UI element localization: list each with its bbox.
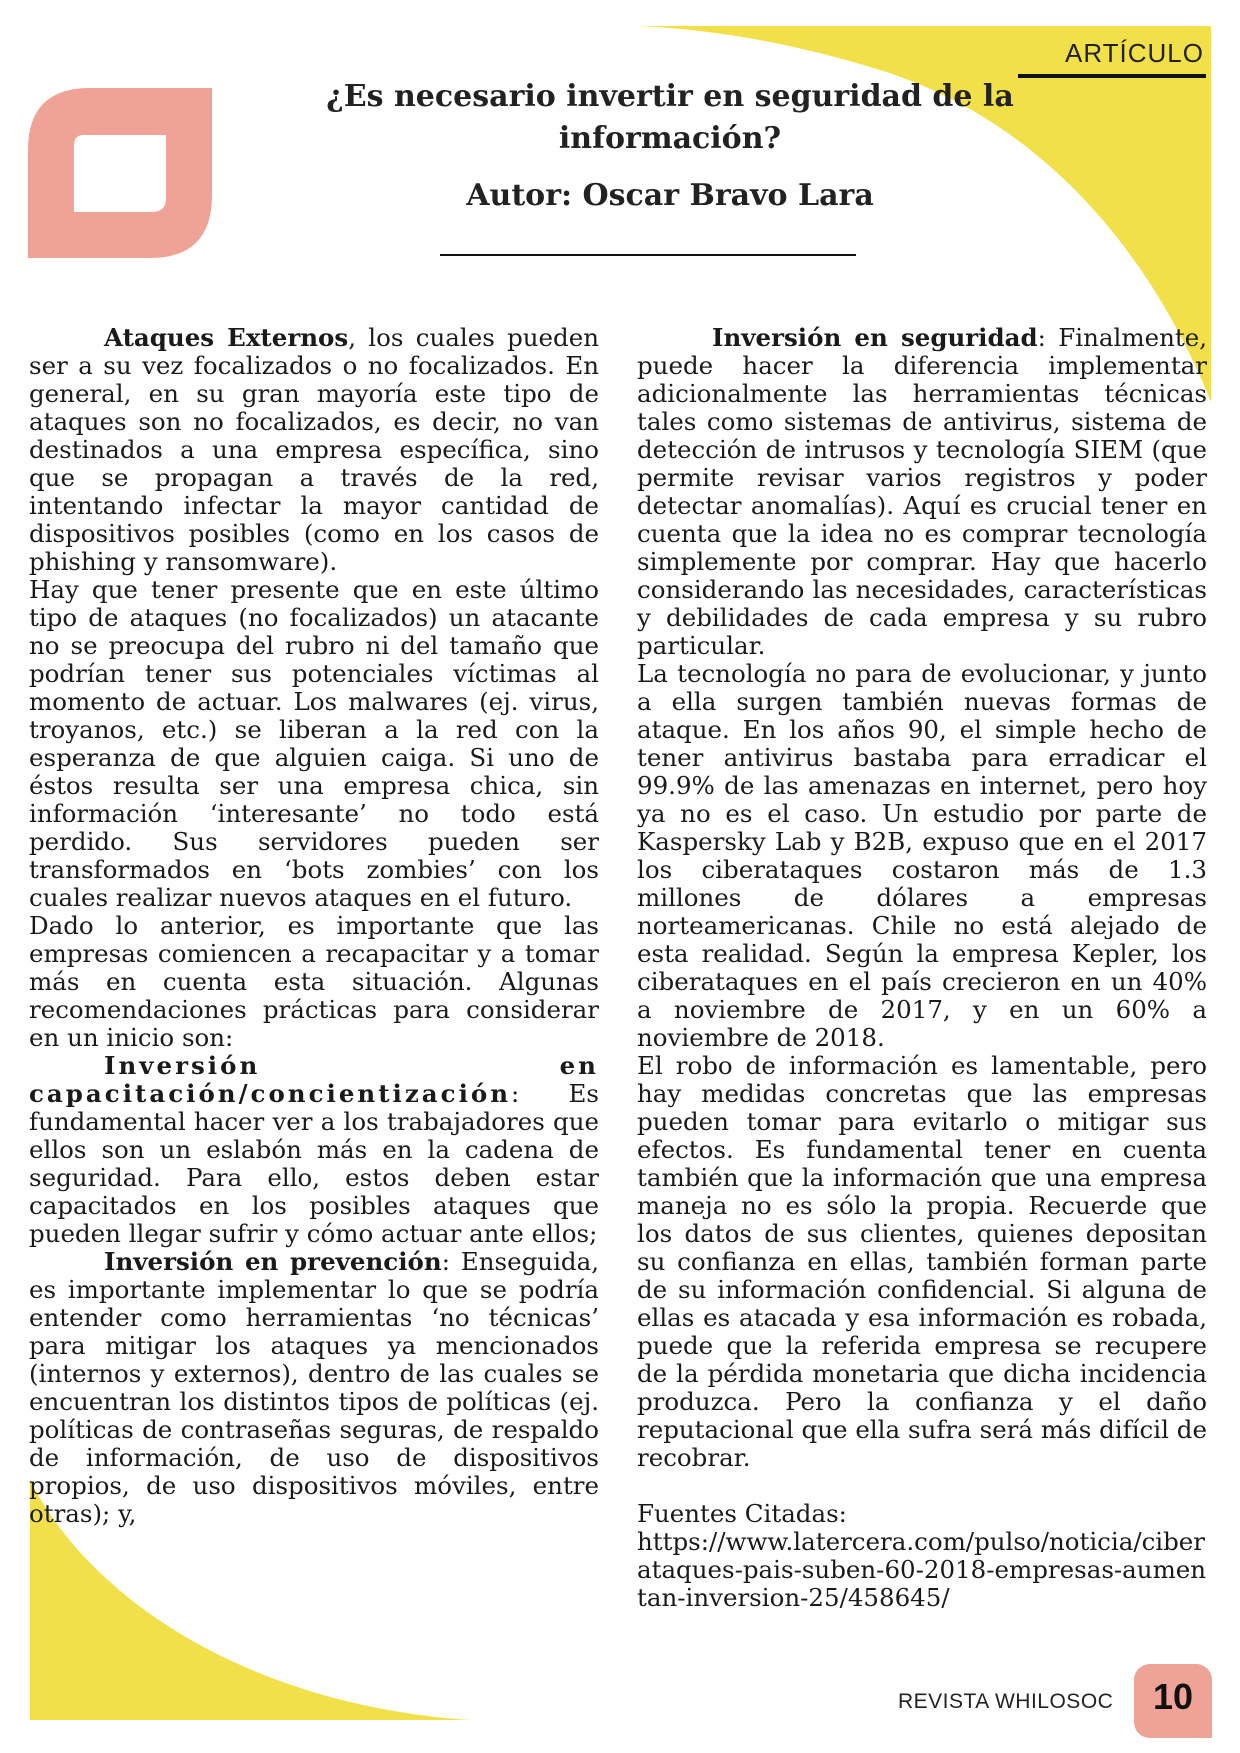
paragraph-text: , los cuales pueden ser a su vez focalizados o no focalizados. En general, en su gran mayoría este tipo de ataques son no focalizados, es decir, no van destinados a una empresa específica, sino que se propagan a través de la red, intentando infectar la mayor cantidad de dispositivos posibles (como en los casos de phishing y ransomware).: [29, 323, 599, 576]
page-number: 10: [1152, 1676, 1194, 1717]
section-underline: [1018, 74, 1206, 78]
title-divider: [440, 254, 856, 256]
paragraph-information-theft: El robo de información es lamentable, pero hay medidas concretas que las empresas pueden tomar para evitarlo o mitigar sus efectos. Es fundamental tener en cuenta también que la información que una empresa maneja no es sólo la propia. Recuerde que los datos de sus clientes, quienes depositan su confianza en ellas, también forman parte de su información confidencial. Si alguna de ellas es atacada y esa información es robada, puede que la referida empresa se recupere de la pérdida monetaria que dicha incidencia produzca. Pero la confianza y el daño reputacional que ella sufra será más difícil de recobrar.: [637, 1051, 1207, 1472]
paragraph-technology-evolution: La tecnología no para de evolucionar, y junto a ella surgen también nuevas formas de ataque. En los años 90, el simple hecho de tener antivirus bastaba para erradicar el 99.9% de las amenazas en internet, pero hoy ya no es el caso. Un estudio por parte de Kaspersky Lab y B2B, expuso que en el 2017 los ciberataques costaron más de 1.3 millones de dólares a empresas norteamericanas. Chile no está alejado de esta realidad. Según la empresa Kepler, los ciberataques en el país crecieron en un 40% a noviembre de 2017, y en un 60% a noviembre de 2018.: [637, 659, 1207, 1052]
right-column: [637, 324, 1207, 1612]
paragraph-prevention: [29, 1248, 599, 1528]
paragraph-text: : Finalmente, puede hacer la diferencia implementar adicionalmente las herramientas técnicas tales como sistemas de antivirus, sistema de detección de intrusos y tecnología SIEM (que permite revisar varios registros y poder detectar anomalías). Aquí es crucial tener en cuenta que la idea no es comprar tecnología simplemente por comprar. Hay que hacerlo considerando las necesidades, características y debilidades de cada empresa y su rubro particular.: [637, 323, 1207, 660]
heading-external-attacks: Ataques Externos: [104, 323, 349, 352]
section-label: ARTÍCULO: [1065, 38, 1204, 68]
paragraph-text: : Enseguida, es importante implementar lo que se podría entender como herramientas ‘no técnicas’ para mitigar los ataques ya mencionados (internos y externos), dentro de las cuales se encuentran los distintos tipos de políticas (ej. políticas de contraseñas seguras, de respaldo de información, de uso de dispositivos propios, de uso dispositivos móviles, entre otras); y,: [29, 1247, 599, 1528]
paragraph-security-investment: [637, 324, 1207, 660]
paragraph-recommendations: Dado lo anterior, es importante que las empresas comiencen a recapacitar y a tomar más en cuenta esta situación. Algunas recomendaciones prácticas para considerar en un inicio son:: [29, 911, 599, 1052]
heading-training: Inversión en capacitación/concientización: [29, 1051, 599, 1108]
paragraph-external-attacks: [29, 324, 599, 576]
article-title: ¿Es necesario invertir en seguridad de la información?: [326, 79, 1014, 156]
heading-security-investment: Inversión en seguridad: [712, 323, 1038, 352]
magazine-name: REVISTA WHILOSOC: [898, 1690, 1114, 1713]
paragraph-text: : Es fundamental hacer ver a los trabajadores que ellos son un eslabón más en la cadena de seguridad. Para ello, estos deben estar capacitados en los posibles ataques que pueden llegar sufrir y cómo actuar ante ellos;: [29, 1079, 599, 1248]
paragraph-untargeted: Hay que tener presente que en este último tipo de ataques (no focalizados) un atacante no se preocupa del rubro ni del tamaño que podrían tener sus potenciales víctimas al momento de actuar. Los malwares (ej. virus, troyanos, etc.) se liberan a la red con la esperanza de que alguien caiga. Si uno de éstos resulta ser una empresa chica, sin información ‘interesante’ no todo está perdido. Sus servidores pueden ser transformados en ‘bots zombies’ con los cuales realizar nuevos ataques en el futuro.: [29, 575, 599, 912]
article-author: Autor: Oscar Bravo Lara: [466, 178, 874, 213]
heading-prevention: Inversión en prevención: [104, 1247, 442, 1276]
coral-logo-shape: [28, 88, 212, 258]
paragraph-training: [29, 1052, 599, 1248]
left-column: [29, 324, 599, 1528]
source-link[interactable]: https://www.latercera.com/pulso/noticia/ciberataques-pais-suben-60-2018-empresas-aumentan-inversion-25/458645/: [637, 1527, 1207, 1612]
sources-label: Fuentes Citadas:: [637, 1499, 847, 1528]
